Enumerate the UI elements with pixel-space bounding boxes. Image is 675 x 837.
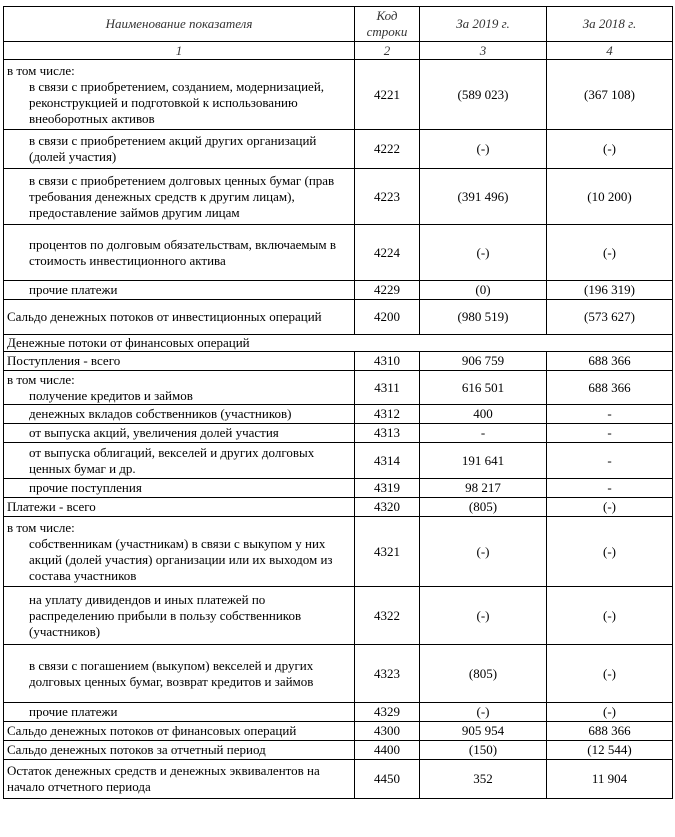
table-row: [4, 405, 673, 424]
table-row: [4, 645, 673, 703]
indicator-name: [4, 60, 355, 130]
row-code: 4221: [355, 60, 420, 130]
row-code: 4320: [355, 498, 420, 517]
value-2018: (-): [547, 225, 673, 281]
table-body: [4, 60, 673, 799]
value-2019: (0): [420, 281, 547, 300]
indicator-name: [4, 300, 355, 335]
indicator-text: прочие поступления: [29, 480, 142, 495]
value-2019: (980 519): [420, 300, 547, 335]
table-row: [4, 281, 673, 300]
value-2019: 191 641: [420, 443, 547, 479]
table-row: [4, 741, 673, 760]
indicator-name: [4, 587, 355, 645]
value-2018: (-): [547, 130, 673, 169]
indicator-text: в том числе:: [7, 371, 75, 387]
table-row: [4, 443, 673, 479]
indicator-name: [4, 130, 355, 169]
indicator-name: [4, 169, 355, 225]
indicator-text: Сальдо денежных потоков за отчетный период: [7, 742, 266, 757]
row-code: 4224: [355, 225, 420, 281]
table-row: [4, 722, 673, 741]
row-code: 4223: [355, 169, 420, 225]
indicator-text: в том числе:: [7, 519, 75, 535]
header-name: Наименование показателя: [4, 7, 355, 42]
indicator-text: получение кредитов и займов: [29, 387, 193, 403]
value-2018: (-): [547, 703, 673, 722]
table-row: [4, 352, 673, 371]
value-2018: 688 366: [547, 371, 673, 405]
indicator-name: [4, 281, 355, 300]
row-code: 4313: [355, 424, 420, 443]
indicator-text: в связи с приобретением акций других организаций (долей участия): [29, 133, 317, 164]
indicator-text: Поступления - всего: [7, 353, 121, 368]
row-code: 4229: [355, 281, 420, 300]
table-row: [4, 498, 673, 517]
indicator-text: в связи с погашением (выкупом) векселей и других долговых ценных бумаг, возврат кредитов и займов: [29, 657, 314, 689]
header-2019: За 2019 г.: [420, 7, 547, 42]
cash-flow-table: [3, 6, 673, 799]
table-row: [4, 517, 673, 587]
indicator-name: [4, 722, 355, 741]
indicator-name: [4, 352, 355, 371]
table-row: [4, 300, 673, 335]
indicator-text: прочие платежи: [29, 704, 118, 719]
row-code: 4400: [355, 741, 420, 760]
value-2018: (367 108): [547, 60, 673, 130]
value-2019: (805): [420, 645, 547, 703]
indicator-text: Платежи - всего: [7, 499, 96, 514]
table-row: [4, 760, 673, 799]
table-row: [4, 169, 673, 225]
table-row: [4, 479, 673, 498]
value-2018: (10 200): [547, 169, 673, 225]
indicator-text: Сальдо денежных потоков от инвестиционных операций: [7, 309, 322, 324]
row-code: 4329: [355, 703, 420, 722]
indicator-name: [4, 225, 355, 281]
indicator-name: [4, 645, 355, 703]
header-code-line2: строки: [366, 24, 408, 39]
value-2018: 11 904: [547, 760, 673, 799]
section-row: [4, 335, 673, 352]
value-2019: 98 217: [420, 479, 547, 498]
value-2018: (573 627): [547, 300, 673, 335]
value-2019: (391 496): [420, 169, 547, 225]
value-2019: (589 023): [420, 60, 547, 130]
indicator-text: денежных вкладов собственников (участников): [29, 406, 292, 421]
value-2019: 400: [420, 405, 547, 424]
value-2019: 906 759: [420, 352, 547, 371]
row-code: 4311: [355, 371, 420, 405]
row-code: 4323: [355, 645, 420, 703]
column-number: 4: [547, 42, 673, 60]
value-2018: (-): [547, 587, 673, 645]
indicator-text: от выпуска облигаций, векселей и других долговых ценных бумаг и др.: [29, 444, 315, 476]
value-2019: -: [420, 424, 547, 443]
row-code: 4322: [355, 587, 420, 645]
value-2019: (-): [420, 130, 547, 169]
value-2018: 688 366: [547, 722, 673, 741]
header-code: [355, 7, 420, 42]
value-2018: -: [547, 443, 673, 479]
value-2018: (-): [547, 498, 673, 517]
table-row: [4, 225, 673, 281]
column-number-row: [4, 42, 673, 60]
indicator-name: [4, 424, 355, 443]
indicator-text: Сальдо денежных потоков от финансовых операций: [7, 723, 297, 738]
indicator-text: в связи с приобретением долговых ценных бумаг (прав требования денежных средств к другим лицам), предоставление займов другим лицам: [29, 172, 335, 220]
value-2019: 905 954: [420, 722, 547, 741]
value-2019: (-): [420, 517, 547, 587]
row-code: 4319: [355, 479, 420, 498]
column-number: 2: [355, 42, 420, 60]
row-code: 4200: [355, 300, 420, 335]
value-2018: (-): [547, 517, 673, 587]
row-code: 4222: [355, 130, 420, 169]
table-row: [4, 703, 673, 722]
table-header-row: [4, 7, 673, 42]
value-2019: 616 501: [420, 371, 547, 405]
indicator-name: [4, 760, 355, 799]
indicator-text: в том числе:: [7, 62, 75, 78]
section-title: Денежные потоки от финансовых операций: [4, 335, 673, 352]
indicator-name: [4, 371, 355, 405]
indicator-text: на уплату дивидендов и иных платежей по распределению прибыли в пользу собственников (участников): [29, 591, 302, 639]
value-2019: (-): [420, 587, 547, 645]
indicator-name: [4, 703, 355, 722]
header-2018: За 2018 г.: [547, 7, 673, 42]
indicator-name: [4, 443, 355, 479]
value-2018: (196 319): [547, 281, 673, 300]
indicator-text: от выпуска акций, увеличения долей участия: [29, 425, 279, 440]
indicator-name: [4, 405, 355, 424]
value-2019: (-): [420, 703, 547, 722]
indicator-name: [4, 479, 355, 498]
row-code: 4312: [355, 405, 420, 424]
column-number: 1: [4, 42, 355, 60]
table-row: [4, 587, 673, 645]
table-row: [4, 371, 673, 405]
table-row: [4, 130, 673, 169]
row-code: 4300: [355, 722, 420, 741]
value-2019: (-): [420, 225, 547, 281]
column-number: 3: [420, 42, 547, 60]
row-code: 4314: [355, 443, 420, 479]
row-code: 4450: [355, 760, 420, 799]
value-2018: (12 544): [547, 741, 673, 760]
indicator-name: [4, 741, 355, 760]
value-2018: -: [547, 424, 673, 443]
indicator-text: прочие платежи: [29, 282, 118, 297]
value-2019: (150): [420, 741, 547, 760]
value-2019: (805): [420, 498, 547, 517]
header-code-line1: Код: [376, 8, 398, 23]
table-row: [4, 60, 673, 130]
indicator-text: в связи с приобретением, созданием, модернизацией, реконструкцией и подготовкой к использованию внеоборотных активов: [29, 78, 325, 126]
indicator-name: [4, 498, 355, 517]
indicator-text: собственникам (участникам) в связи с выкупом у них акций (долей участия) организации или их выходом из состава участников: [29, 535, 333, 583]
value-2019: 352: [420, 760, 547, 799]
value-2018: 688 366: [547, 352, 673, 371]
value-2018: -: [547, 405, 673, 424]
value-2018: (-): [547, 645, 673, 703]
indicator-text: процентов по долговым обязательствам, включаемым в стоимость инвестиционного актива: [29, 236, 336, 268]
row-code: 4310: [355, 352, 420, 371]
indicator-text: Остаток денежных средств и денежных эквивалентов на начало отчетного периода: [7, 763, 320, 794]
row-code: 4321: [355, 517, 420, 587]
table-row: [4, 424, 673, 443]
indicator-name: [4, 517, 355, 587]
value-2018: -: [547, 479, 673, 498]
